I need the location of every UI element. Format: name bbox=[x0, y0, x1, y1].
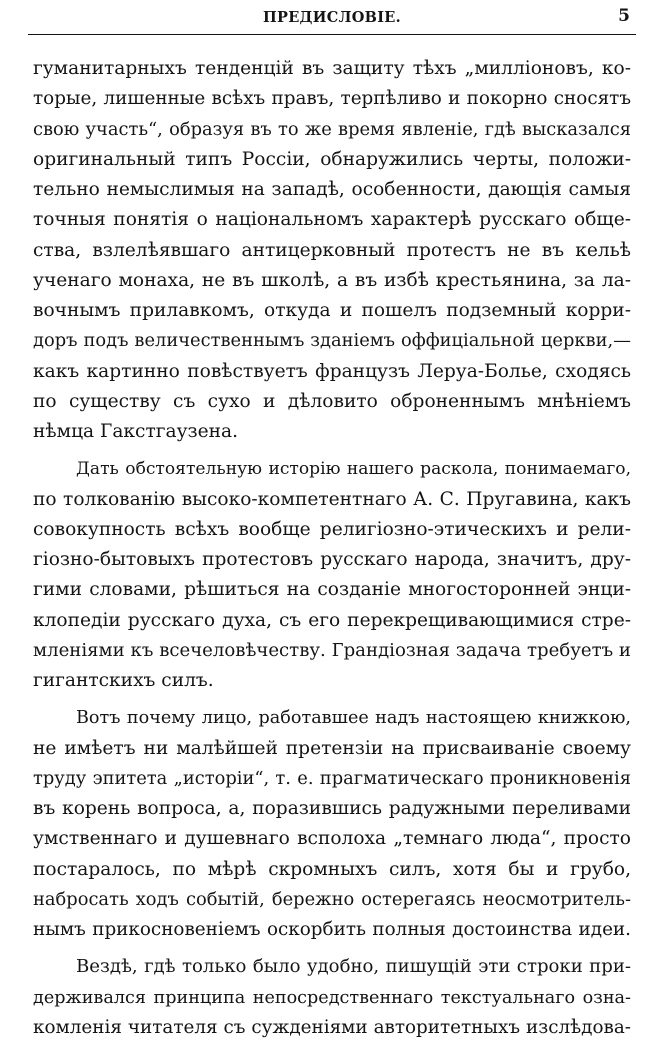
text-line: гими словами, рѣшиться на созданіе многосторонней энци- bbox=[33, 579, 631, 601]
header-rule bbox=[28, 34, 636, 35]
text-line: гуманитарныхъ тенденцій въ защиту тѣхъ „милліоновъ, ко- bbox=[33, 58, 631, 79]
text-line: не имѣетъ ни малѣйшей претензіи на присваиваніе своему bbox=[33, 737, 631, 759]
text-line: нѣмца Гакстгаузена. bbox=[33, 421, 239, 442]
paragraph-4 bbox=[33, 952, 631, 1043]
running-header bbox=[28, 0, 636, 37]
text-line: по толкованію высоко-компетентнаго А. С. Пругавина, какъ bbox=[33, 488, 631, 510]
text-line: оригинальный типъ Россіи, обнаружились черты, положи- bbox=[33, 148, 631, 170]
text-line: комленія читателя съ сужденіями авторитетныхъ изслѣдова- bbox=[33, 1016, 631, 1038]
text-line: держивался принципа непосредственнаго текстуальнаго озна- bbox=[33, 987, 631, 1008]
page-number: 5 bbox=[618, 6, 630, 26]
text-line: набросать ходъ событій, бережно остерегаясь неосмотритель- bbox=[33, 888, 631, 910]
text-line: мленіями къ всечеловѣчеству. Грандіозная задача требуетъ и bbox=[33, 639, 631, 661]
text-line: доръ подъ величественнымъ зданіемъ оффиціальной церкви,— bbox=[33, 330, 631, 352]
running-title: ПРЕДИСЛОВІЕ. bbox=[263, 9, 401, 26]
text-line: Дать обстоятельную исторію нашего раскола, понимаемаго, bbox=[76, 459, 631, 480]
text-line: Вотъ почему лицо, работавшее надъ настоящею книжкою, bbox=[76, 708, 631, 729]
text-line: какъ картинно повѣствуетъ французъ Леруа-Болье, сходясь bbox=[33, 360, 631, 382]
text-line: Вездѣ, гдѣ только было удобно, пишущій эти строки при- bbox=[76, 956, 631, 978]
text-line: совокупность всѣхъ вообще религіозно-этическихъ и рели- bbox=[33, 518, 631, 540]
text-line: клопедіи русскаго духа, съ его перекрещивающимися стре- bbox=[33, 609, 631, 631]
paragraph-2 bbox=[33, 454, 631, 696]
text-line: точныя понятія о національномъ характерѣ русскаго обще- bbox=[33, 209, 631, 231]
text-line: труду эпитета „исторіи“, т. е. прагматическаго проникновенія bbox=[33, 767, 631, 789]
text-line: по существу съ сухо и дѣловито оброненнымъ мнѣніемъ bbox=[33, 390, 631, 412]
text-line: ства, взлелѣявшаго антицерковный протестъ не въ кельѣ bbox=[33, 239, 631, 261]
text-line: вочнымъ прилавкомъ, откуда и пошелъ подземный корри- bbox=[33, 300, 631, 321]
text-line: гигантскихъ силъ. bbox=[33, 670, 214, 691]
paragraph-1 bbox=[33, 54, 631, 447]
text-line: ученаго монаха, не въ школѣ, а въ избѣ крестьянина, за ла- bbox=[33, 269, 631, 291]
text-line: торые, лишенные всѣхъ правъ, терпѣливо и покорно сносятъ bbox=[33, 88, 631, 110]
text-line: нымъ прикосновеніемъ оскорбить полныя достоинства идеи. bbox=[33, 919, 631, 940]
text-line: свою участь“, образуя въ то же время явленіе, гдѣ высказался bbox=[33, 118, 631, 140]
text-line: гіозно-бытовыхъ протестовъ русскаго народа, значитъ, дру- bbox=[33, 549, 631, 570]
text-line: умственнаго и душевнаго всполоха „темнаго люда“, просто bbox=[33, 828, 631, 850]
text-line: тельно немыслимыя на западѣ, особенности, дающія самыя bbox=[33, 179, 631, 200]
text-line: въ корень вопроса, а, поразившись радужными переливами bbox=[33, 798, 631, 819]
paragraph-3 bbox=[33, 703, 631, 945]
text-line: постаралось, по мѣрѣ скромныхъ силъ, хотя бы и грубо, bbox=[33, 858, 631, 880]
body-text bbox=[33, 54, 631, 1043]
